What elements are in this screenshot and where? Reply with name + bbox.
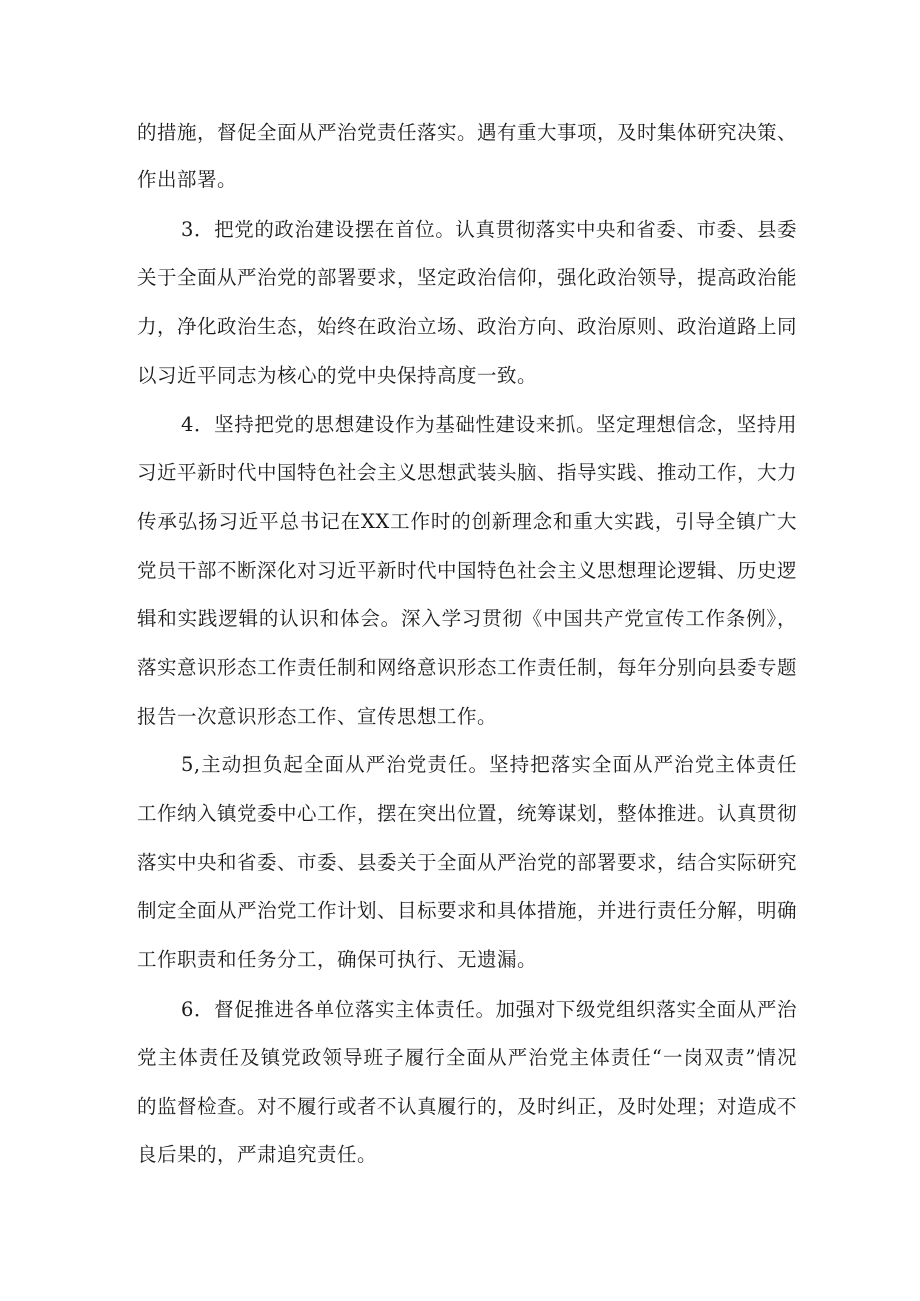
text-line: 传承弘扬习近平总书记在XX工作时的创新理念和重大实践，引导全镇广大 — [137, 510, 797, 533]
text-line: 落实中央和省委、市委、县委关于全面从严治党的部署要求，结合实际研究 — [137, 851, 798, 874]
text-line: 力，净化政治生态，始终在政治立场、政治方向、政治原则、政治道路上同 — [137, 315, 798, 338]
text-line: 良后果的，严肃追究责任。 — [137, 1143, 378, 1166]
text-line: 党员干部不断深化对习近平新时代中国特色社会主义思想理论逻辑、历史逻 — [137, 559, 798, 582]
text-line: 工作纳入镇党委中心工作，摆在突出位置，统筹谋划，整体推进。认真贯彻 — [137, 802, 798, 825]
text-line: 3．把党的政治建设摆在首位。认真贯彻落实中央和省委、市委、县委 — [181, 218, 797, 241]
text-line: 的监督检查。对不履行或者不认真履行的，及时纠正，及时处理；对造成不 — [137, 1095, 798, 1118]
text-line: 作出部署。 — [137, 168, 238, 191]
text-line: 以习近平同志为核心的党中央保持高度一致。 — [137, 364, 538, 387]
text-line: 工作职责和任务分工，确保可执行、无遗漏。 — [137, 948, 538, 971]
text-line: 5,主动担负起全面从严治党责任。坚持把落实全面从严治党主体责任 — [181, 753, 797, 776]
text-line: 4．坚持把党的思想建设作为基础性建设来抓。坚定理想信念，坚持用 — [181, 413, 797, 436]
text-line: 落实意识形态工作责任制和网络意识形态工作责任制，每年分别向县委专题 — [137, 656, 798, 679]
text-line: 习近平新时代中国特色社会主义思想武装头脑、指导实践、推动工作，大力 — [137, 461, 798, 484]
text-line: 辑和实践逻辑的认识和体会。深入学习贯彻《中国共产党宣传工作条例》， — [137, 607, 797, 630]
text-line: 关于全面从严治党的部署要求，坚定政治信仰，强化政治领导，提高政治能 — [137, 266, 798, 289]
text-line: 党主体责任及镇党政领导班子履行全面从严治党主体责任“一岗双责”情况 — [137, 1046, 797, 1069]
text-line: 的措施，督促全面从严治党责任落实。遇有重大事项，及时集体研究决策、 — [137, 121, 798, 144]
text-line: 制定全面从严治党工作计划、目标要求和具体措施，并进行责任分解，明确 — [137, 899, 798, 922]
text-line: 报告一次意识形态工作、宣传思想工作。 — [137, 705, 498, 728]
text-line: 6．督促推进各单位落实主体责任。加强对下级党组织落实全面从严治 — [181, 998, 797, 1021]
